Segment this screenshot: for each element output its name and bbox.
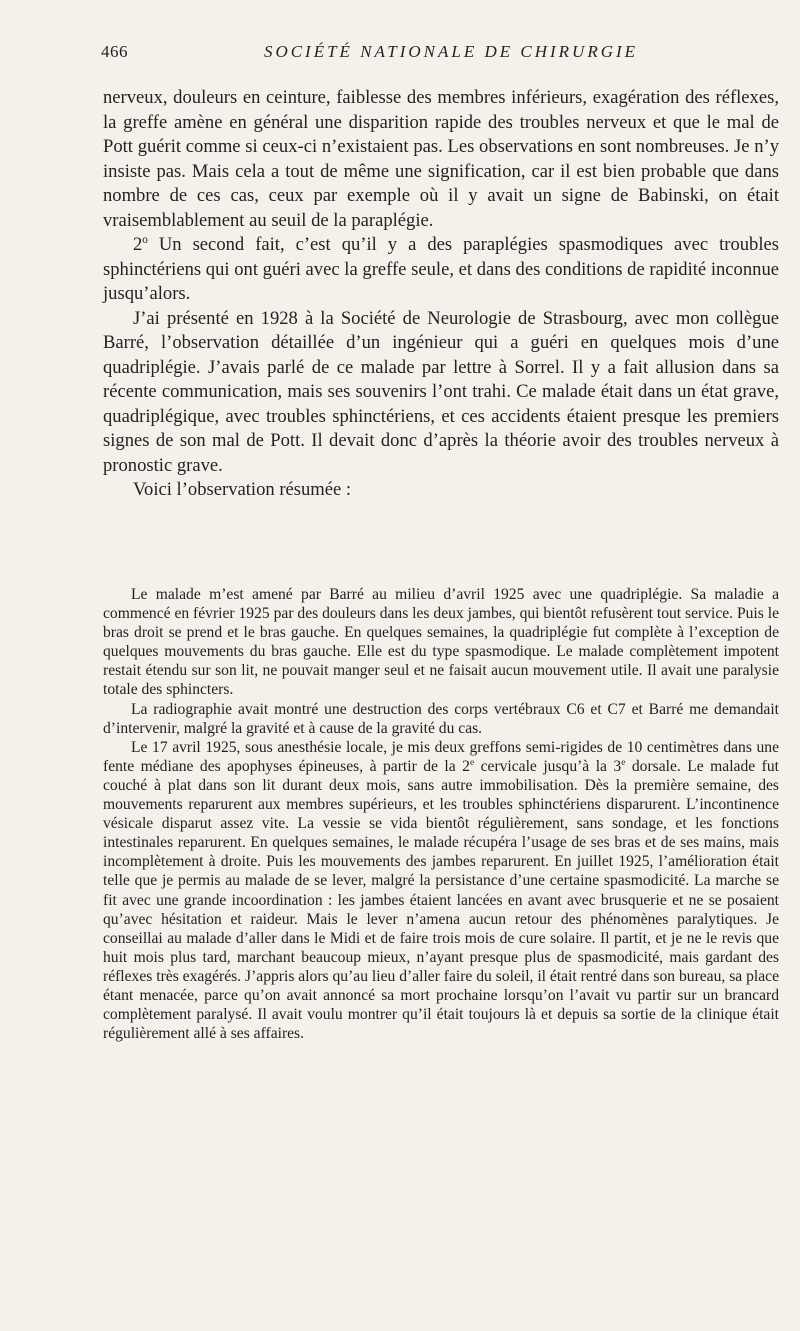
paragraph-continuation: nerveux, douleurs en ceinture, faiblesse des membres inférieurs, exagération des réflexes, la greffe amène en général une disparition rapide des troubles nerveux et que le mal de Pott guérit comme si ceux-ci n’existaient pas. Les observations en sont nombreuses. Je n’y insiste pas. Mais cela a tout de même une signification, car il est bien probable que dans nombre de ces cas, ceux par exemple où il y avait un signe de Babinski, on était vraisemblablement au seuil de la paraplégie. — [103, 87, 779, 231]
paragraph-number: 2 — [133, 234, 143, 255]
observation-block — [103, 585, 779, 1043]
page-number: 466 — [101, 42, 128, 61]
ordinal-superscript: e — [469, 757, 475, 768]
observation-text: cervicale jusqu’à la 3 — [474, 757, 622, 775]
ordinal-superscript: e — [621, 757, 626, 768]
paragraph-case-report: J’ai présenté en 1928 à la Société de Neurologie de Strasbourg, avec mon collègue Barré, l’observation détaillée d’un ingénieur qui a guéri en quelques mois d’une quadriplégie. J’avais parlé de ce malade par lettre à Sorrel. Il y a fait allusion dans sa récente communication, mais ses souvenirs l’ont trahi. Ce malade était dans un état grave, quadriplégique, avec troubles sphinctériens, et ces accidents étaient presque les premiers signes de son mal de Pott. Il devait donc d’après la théorie avoir des troubles nerveux à pronostic grave. — [103, 307, 779, 476]
observation-text: dorsale. Le malade fut couché à plat dans son lit durant deux mois, sans autre immobilisation. Dès la première semaine, des mouvements reparurent aux membres supérieurs, et les troubles sphinctériens disparurent. L’incontinence vésicale disparut assez vite. La vessie se vida bientôt régulièrement, sans sondage, et les fonctions intestinales reparurent. En quelques semaines, le malade récupéra l’usage de ses bras et de ses mains, mais incomplètement à droite. Puis les mouvements des jambes reparurent. En juillet 1925, l’amélioration était telle que je permis au malade de se lever, malgré la persistance d’une certaine spasmodicité. La marche se fit avec une grande incoordination : les jambes étaient lancées en avant avec brusquerie et ne se posaient qu’avec hésitation et raideur. Mais le lever n’amena aucun retour des phénomènes paralytiques. Je conseillai au malade d’aller dans le Midi et de faire trois mois de cure solaire. Il partit, et je ne le revis que huit mois plus tard, marchant beaucoup mieux, n’ayant presque plus de spasmodicité, mais gardant des réflexes très exagérés. J’appris alors qu’au lieu d’aller faire du soleil, il était rentré dans son bureau, sa place étant menacée, parce qu’on avait annoncé sa mort prochaine lorsqu’on l’avait vu partir sur un brancard complètement paralysé. Il avait voulu montrer qu’il était toujours là et depuis sa sortie de la clinique était régulièrement allé à ses affaires. — [103, 757, 779, 1043]
paragraph-observation-intro: Voici l’observation résumée : — [133, 479, 352, 500]
running-title: SOCIÉTÉ NATIONALE DE CHIRURGIE — [263, 42, 639, 61]
paragraph-text: Un second fait, c’est qu’il y a des paraplégies spasmodiques avec troubles sphinctériens qui ont guéri avec la greffe seule, et dans des conditions de rapidité inconnue jusqu’alors. — [103, 234, 779, 304]
page-header — [101, 42, 781, 70]
observation-paragraph-2: La radiographie avait montré une destruction des corps vertébraux C6 et C7 et Barré me demandait d’intervenir, malgré la gravité et à cause de la gravité du cas. — [103, 700, 779, 737]
observation-paragraph-1: Le malade m’est amené par Barré au milieu d’avril 1925 avec une quadriplégie. Sa maladie a commencé en février 1925 par des douleurs dans les deux jambes, qui bientôt refusèrent tout service. Puis le bras droit se prend et le bras gauche. En quelques semaines, la quadriplégie fut complète à l’exception de quelques mouvements du bras gauche. Elle est du type spasmodique. Le malade complètement impotent restait étendu sur son lit, ne pouvait manger seul et ne faisait aucun mouvement utile. Il avait une paralysie totale des sphincters. — [103, 586, 779, 699]
observation-paragraph-3 — [103, 738, 779, 1044]
paragraph-second-fact — [103, 233, 779, 307]
main-text — [103, 86, 779, 503]
observation-text: Le 17 avril 1925, sous anesthésie locale, je mis deux greffons semi-rigides de 10 centimètres dans une fente médiane des apophyses épineuses, à partir de la 2 — [103, 738, 779, 775]
ordinal-superscript: o — [142, 233, 148, 246]
